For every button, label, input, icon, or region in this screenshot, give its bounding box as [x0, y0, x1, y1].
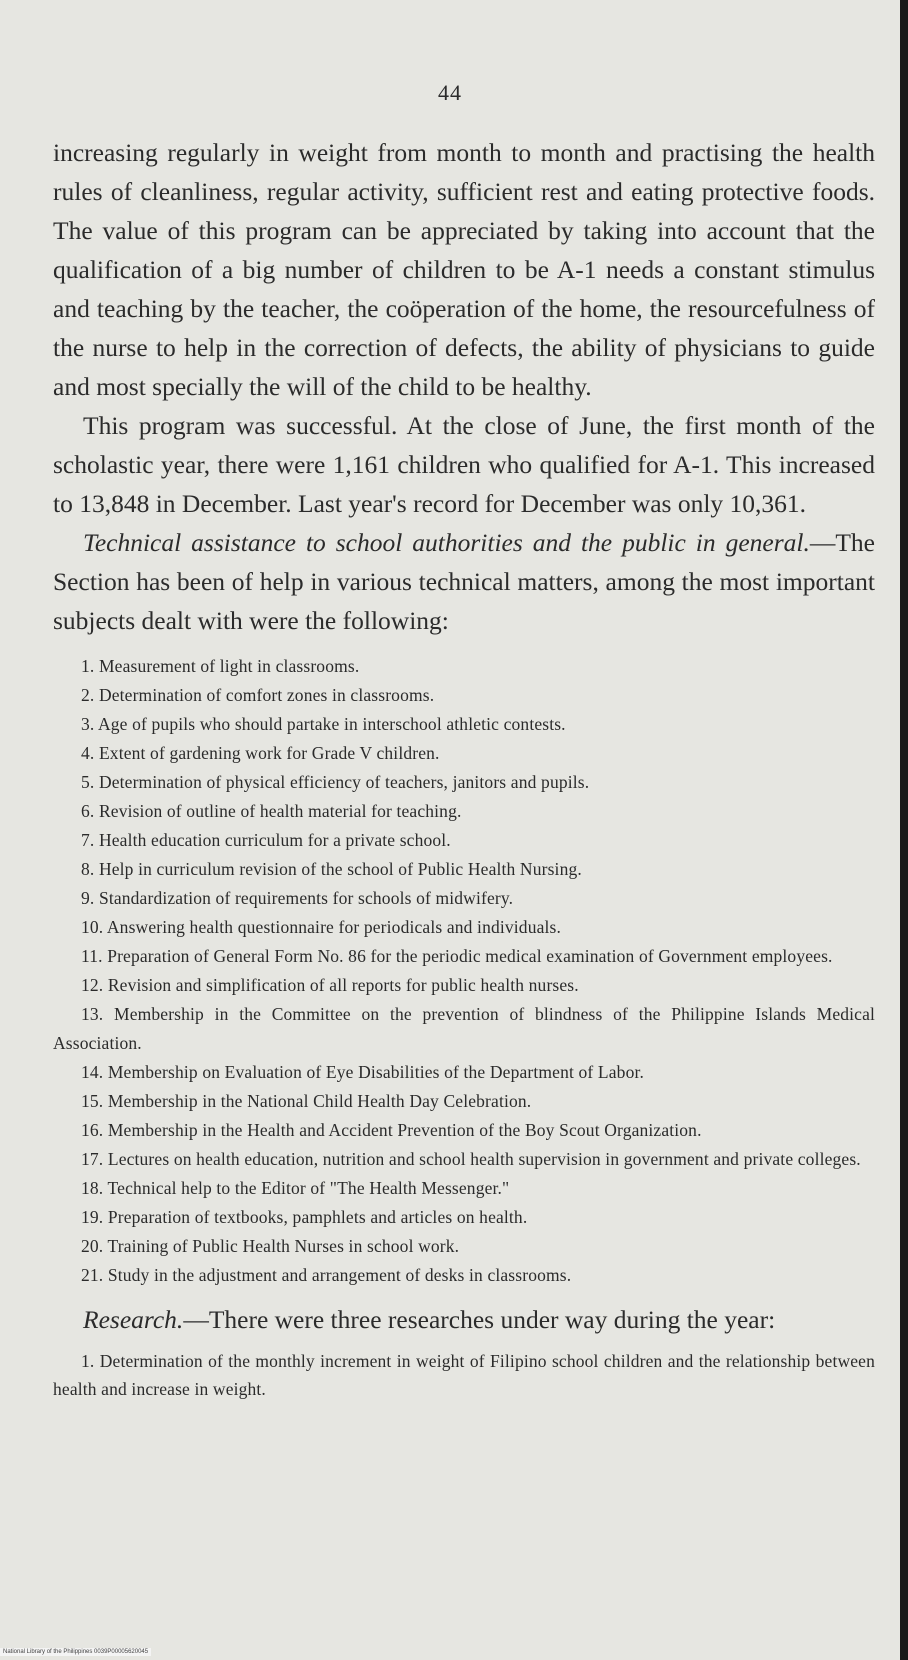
research-list [53, 1347, 875, 1403]
list-item: 18. Technical help to the Editor of "The Health Messenger." [81, 1178, 510, 1198]
section-heading-technical-assistance: Technical assistance to school authorities and the public in general. [83, 528, 810, 557]
list-item: 9. Standardization of requirements for schools of midwifery. [81, 888, 514, 908]
list-item: 14. Membership on Evaluation of Eye Disabilities of the Department of Labor. [81, 1062, 644, 1082]
list-item: 19. Preparation of textbooks, pamphlets and articles on health. [81, 1207, 528, 1227]
paragraph-technical-assistance [53, 523, 875, 640]
section-heading-research: Research. [83, 1305, 184, 1334]
paragraph-research-text: —There were three researches under way during the year: [183, 1305, 776, 1334]
list-item: 12. Revision and simplification of all reports for public health nurses. [81, 975, 579, 995]
list-item: 15. Membership in the National Child Health Day Celebration. [81, 1091, 532, 1111]
archive-footer: National Library of the Philippines 0039P00005620045 [0, 1648, 151, 1656]
paragraph-health-program: increasing regularly in weight from month to month and practising the health rules of cleanliness, regular activity, sufficient rest and eating protective foods. The value of this program can be appreciated by taking into account that the qualification of a big number of children to be A-1 needs a constant stimulus and teaching by the teacher, the coöperation of the home, the resourcefulness of the nurse to help in the correction of defects, the ability of physicians to guide and most specially the will of the child to be healthy. [53, 138, 875, 401]
list-item: 8. Help in curriculum revision of the school of Public Health Nursing. [81, 859, 582, 879]
list-item: 3. Age of pupils who should partake in interschool athletic contests. [81, 714, 566, 734]
page-edge-shadow [900, 0, 908, 1660]
list-item: 20. Training of Public Health Nurses in school work. [81, 1236, 460, 1256]
list-item: 21. Study in the adjustment and arrangement of desks in classrooms. [81, 1265, 572, 1285]
technical-assistance-list [53, 652, 875, 1290]
page-number: 44 [438, 80, 462, 105]
list-item: 17. Lectures on health education, nutrition and school health supervision in government and private colleges. [81, 1149, 861, 1169]
paragraph-research [53, 1300, 875, 1339]
paragraph-technical-assistance-text: —The Section has been of help in various technical matters, among the most important subjects dealt with were the following: [53, 528, 875, 635]
list-item: 1. Measurement of light in classrooms. [81, 656, 360, 676]
document-body [53, 133, 875, 1403]
list-item: 1. Determination of the monthly increment in weight of Filipino school children and the relationship between health and increase in weight. [53, 1351, 875, 1399]
list-item: 5. Determination of physical efficiency of teachers, janitors and pupils. [81, 772, 590, 792]
list-item: 13. Membership in the Committee on the prevention of blindness of the Philippine Islands Medical Association. [53, 1004, 875, 1053]
list-item: 2. Determination of comfort zones in classrooms. [81, 685, 435, 705]
list-item: 10. Answering health questionnaire for periodicals and individuals. [81, 917, 562, 937]
paragraph-program-success: This program was successful. At the close of June, the first month of the scholastic year, there were 1,161 children who qualified for A-1. This increased to 13,848 in December. Last year's record for December was only 10,361. [53, 411, 875, 518]
list-item: 7. Health education curriculum for a private school. [81, 830, 451, 850]
list-item: 16. Membership in the Health and Accident Prevention of the Boy Scout Organization. [81, 1120, 702, 1140]
list-item: 11. Preparation of General Form No. 86 for the periodic medical examination of Government employees. [81, 946, 833, 966]
list-item: 4. Extent of gardening work for Grade V children. [81, 743, 440, 763]
list-item: 6. Revision of outline of health material for teaching. [81, 801, 462, 821]
